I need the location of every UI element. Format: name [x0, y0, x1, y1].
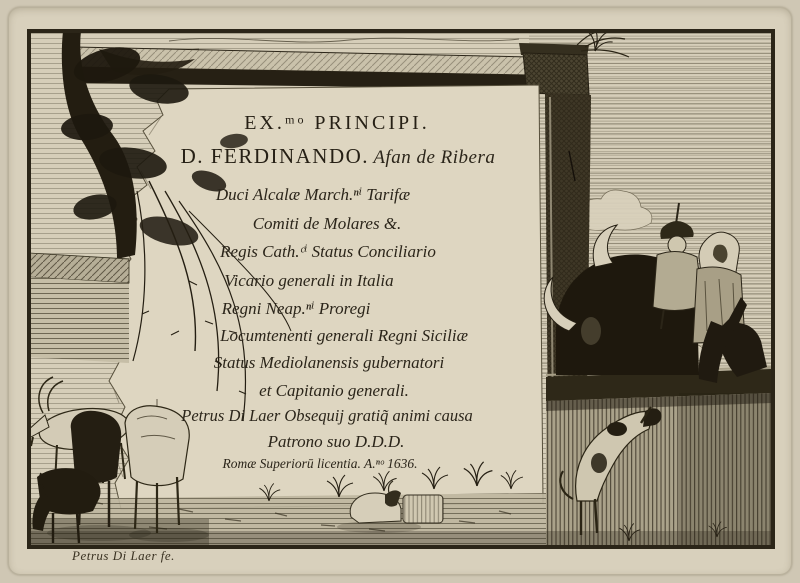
inscription-line-7: Regni Neap.ⁿⁱ Proregi [221, 299, 371, 318]
artist-signature: Petrus Di Laer fe. [72, 548, 175, 563]
dedicatee-name-script: Afan de Ribera [373, 147, 496, 168]
inscription-line-8: Locumtenenti generali Regni Siciliæ [220, 326, 468, 345]
etched-image-area [27, 29, 775, 549]
inscription-line-1: EX.ᵐᵒ PRINCIPI. [244, 112, 430, 134]
inscription-line-6: Vicario generali in Italia [224, 271, 394, 290]
inscription-line-4: Comiti de Molares &. [252, 214, 402, 233]
inscription-line-3: Duci Alcalæ March.ⁿⁱ Tarifæ [215, 185, 411, 204]
inscription-line-10: et Capitanio generali. [259, 381, 409, 400]
inscription-line-13: Romæ Superiorū licentia. A.ⁿᵒ 1636. [222, 456, 418, 471]
etching-illustration [29, 31, 773, 547]
inscription-line-11: Petrus Di Laer Obsequij gratiq̃ animi causa [181, 406, 473, 425]
inscription-line-5: Regis Cath.ᶜⁱ Status Conciliario [220, 242, 436, 261]
left-wall [29, 253, 129, 363]
dedicatee-name-caps: D. FERDINANDO. [180, 144, 370, 168]
inscription-line-9: Status Mediolanensis gubernatori [213, 353, 445, 372]
inscription-line-12: Patrono suo D.D.D. [267, 432, 405, 451]
right-wall [546, 367, 771, 545]
